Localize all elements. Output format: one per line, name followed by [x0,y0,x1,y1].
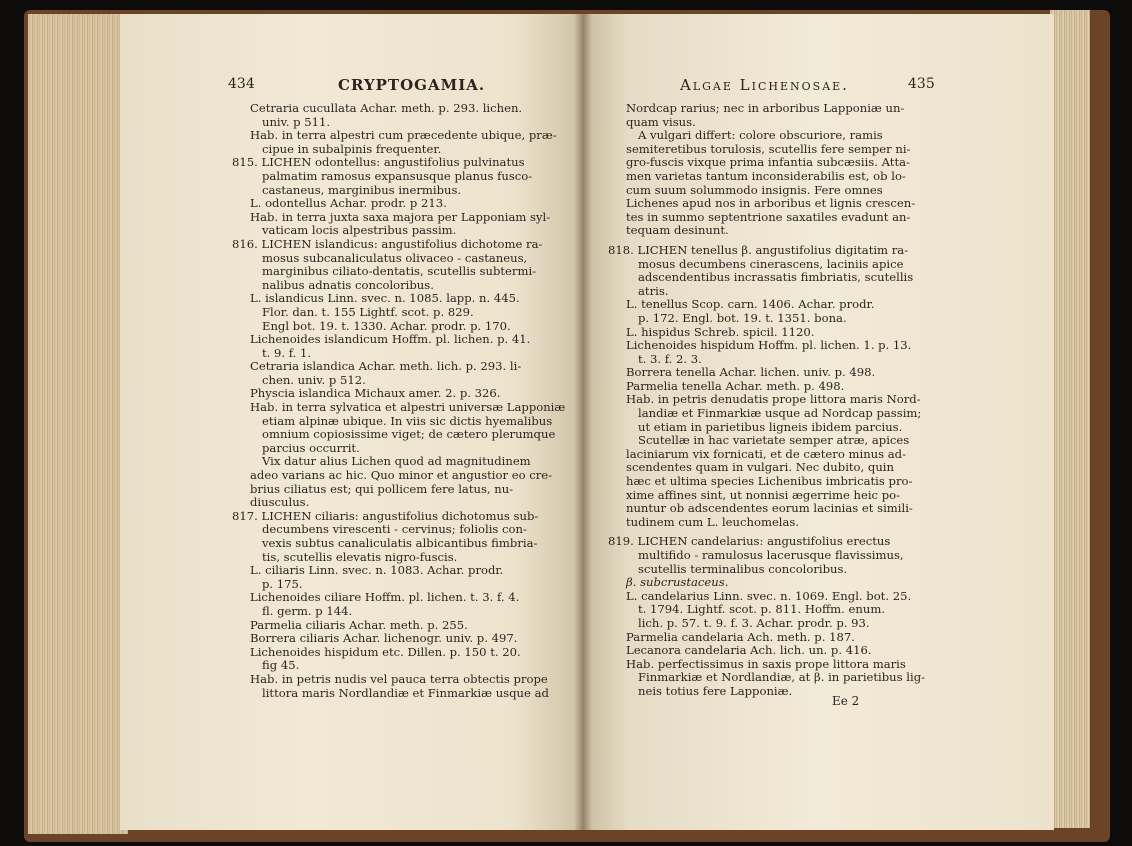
left-page-number: 434 [228,76,255,92]
text-line: L. tenellus Scop. carn. 1406. Achar. prodr. [626,297,875,312]
text-line: Lecanora candelaria Ach. lich. un. p. 416. [626,643,872,658]
text-line: 815. LICHEN odontellus: angustifolius pulvinatus [232,155,525,170]
text-line: 816. LICHEN islandicus: angustifolius dichotome ra- [232,236,543,251]
text-line: mosus decumbens cinerascens, laciniis apice [638,256,904,271]
text-line: Flor. dan. t. 155 Lightf. scot. p. 829. [262,304,474,319]
text-line: L. islandicus Linn. svec. n. 1085. lapp. n. 445. [250,291,520,306]
text-line: cipue in subalpinis frequenter. [262,141,442,156]
text-line: Hab. in terra alpestri cum præcedente ubique, præ- [250,128,557,143]
text-line: 819. LICHEN candelarius: angustifolius erectus [608,534,891,549]
right-text-block [608,102,968,699]
text-line: mosus subcanaliculatus olivaceo - castaneus, [262,250,528,265]
text-line: β. subcrustaceus. [626,575,729,590]
text-line: p. 175. [262,576,303,591]
text-line: omnium copiosissime viget; de cætero plerumque [262,427,556,442]
text-line: tis, scutellis elevatis nigro-fuscis. [262,549,458,564]
text-line: nuntur ob adscendentes eorum lacinias et simili- [626,501,913,516]
text-line: neis totius fere Lapponiæ. [638,683,793,698]
text-line: decumbens virescenti - cervinus; foliolis con- [262,522,527,537]
right-page-number: 435 [908,76,935,92]
text-line: Parmelia tenella Achar. meth. p. 498. [626,378,845,393]
text-line: quam visus. [626,114,696,129]
text-line: L. odontellus Achar. prodr. p 213. [250,196,447,211]
text-line: t. 9. f. 1. [262,345,312,360]
text-line: palmatim ramosus expansusque planus fusco- [262,168,533,183]
text-line: Lichenoides ciliare Hoffm. pl. lichen. t. 3. f. 4. [250,590,520,605]
text-line: marginibus ciliato-dentatis, scutellis subtermi- [262,264,537,279]
text-line: L. hispidus Schreb. spicil. 1120. [626,324,815,339]
text-line: diusculus. [250,495,310,510]
text-line: Vix datur alius Lichen quod ad magnitudinem [262,454,531,469]
right-page-edges [1050,10,1090,828]
text-line: Cetraria islandica Achar. meth. lich. p. 293. li- [250,359,522,374]
text-line: Hab. in petris nudis vel pauca terra obtectis prope [250,671,548,686]
text-line: Finmarkiæ et Nordlandiæ, at β. in parietibus lig- [638,670,926,685]
text-line: etiam alpinæ ubique. In viis sic dictis hyemalibus [262,413,553,428]
text-line: Borrera tenella Achar. lichen. univ. p. 498. [626,365,876,380]
text-line: tequam desinunt. [626,223,729,238]
text-line: adscendentibus incrassatis fimbriatis, scutellis [638,270,914,285]
left-running-head: CRYPTOGAMIA. [338,76,486,94]
text-line: lich. p. 57. t. 9. f. 3. Achar. prodr. p. 93. [638,615,870,630]
text-line: scendentes quam in vulgari. Nec dubito, quin [626,460,894,475]
text-line: semiteretibus torulosis, scutellis fere semper ni- [626,141,911,156]
text-line: Lichenes apud nos in arboribus et lignis crescen- [626,196,916,211]
text-line: Scutellæ in hac varietate semper atræ, apices [638,433,910,448]
text-line: L. ciliaris Linn. svec. n. 1083. Achar. prodr. [250,563,504,578]
text-line: scutellis terminalibus concoloribus. [638,561,848,576]
text-line: xime affines sint, ut nonnisi ægerrime heic po- [626,487,901,502]
text-line: cum suum solummodo insignis. Fere omnes [626,182,883,197]
text-line: hæc et ultima species Lichenibus imbricatis pro- [626,474,913,489]
text-line: 818. LICHEN tenellus β. angustifolius digitatim ra- [608,242,909,257]
text-line: fig 45. [262,658,300,673]
text-line: littora maris Nordlandiæ et Finmarkiæ usque ad [262,685,549,700]
text-line: A vulgari differt: colore obscuriore, ramis [638,128,883,143]
text-line: Parmelia candelaria Ach. meth. p. 187. [626,629,855,644]
left-text-block [232,102,576,700]
text-line: Nordcap rarius; nec in arboribus Lapponiæ un- [626,101,905,115]
text-line: Cetraria cucullata Achar. meth. p. 293. lichen. [250,101,523,115]
text-line: t. 1794. Lightf. scot. p. 811. Hoffm. enum. [638,602,886,617]
text-line: Lichenoides hispidum Hoffm. pl. lichen. 1. p. 13. [626,338,912,353]
text-line: Parmelia ciliaris Achar. meth. p. 255. [250,617,468,632]
book-gutter [574,14,592,830]
text-line: Physcia islandica Michaux amer. 2. p. 326. [250,386,501,401]
text-line: gro-fuscis vixque prima infantia subcæsiis. Atta- [626,155,910,170]
text-line: 817. LICHEN ciliaris: angustifolius dichotomus sub- [232,508,539,523]
text-line: univ. p 511. [262,114,331,129]
text-line: L. candelarius Linn. svec. n. 1069. Engl. bot. 25. [626,588,912,603]
text-line: parcius occurrit. [262,440,360,455]
text-line: t. 3. f. 2. 3. [638,351,702,366]
text-line: vexis subtus canaliculatis albicantibus fimbria- [262,536,538,550]
text-line: ut etiam in parietibus ligneis ibidem parcius. [638,419,903,434]
text-line: landiæ et Finmarkiæ usque ad Nordcap passim; [638,406,922,421]
text-line: p. 172. Engl. bot. 19. t. 1351. bona. [638,310,847,325]
right-running-head: Algae Lichenosae. [680,76,849,94]
text-line: Lichenoides hispidum etc. Dillen. p. 150 t. 20. [250,644,521,659]
text-line: nalibus adnatis concoloribus. [262,277,434,292]
text-line: Hab. in petris denudatis prope littora maris Nord- [626,392,921,407]
text-line: Hab. in terra juxta saxa majora per Lapponiam syl- [250,209,551,224]
text-line: tudinem cum L. leuchomelas. [626,514,800,529]
text-line: adeo varians ac hic. Quo minor et angustior eo cre- [250,468,553,483]
text-line: Borrera ciliaris Achar. lichenogr. univ. p. 497. [250,631,518,646]
text-line: men varietas tantum inconsiderabilis est, ob lo- [626,168,906,183]
text-line: atris. [638,283,669,298]
signature-mark: Ee 2 [832,694,860,708]
text-line: Hab. in terra sylvatica et alpestri universæ Lapponiæ [250,400,566,415]
text-line: Lichenoides islandicum Hoffm. pl. lichen. p. 41. [250,332,531,347]
text-line: chen. univ. p 512. [262,372,366,387]
text-line: vaticam locis alpestribus passim. [262,223,457,238]
text-line: Hab. perfectissimus in saxis prope littora maris [626,656,906,671]
text-line: tes in summo septentrione saxatiles evadunt an- [626,209,911,224]
text-line: multifido - ramulosus lacerusque flavissimus, [638,548,904,562]
left-page-edges [28,14,128,834]
text-line: laciniarum vix fornicati, et de cætero minus ad- [626,446,907,461]
text-line: fl. germ. p 144. [262,603,353,618]
text-line: castaneus, marginibus inermibus. [262,182,462,197]
text-line: Engl bot. 19. t. 1330. Achar. prodr. p. 170. [262,318,511,333]
text-line: brius ciliatus est; qui pollicem fere latus, nu- [250,481,514,496]
